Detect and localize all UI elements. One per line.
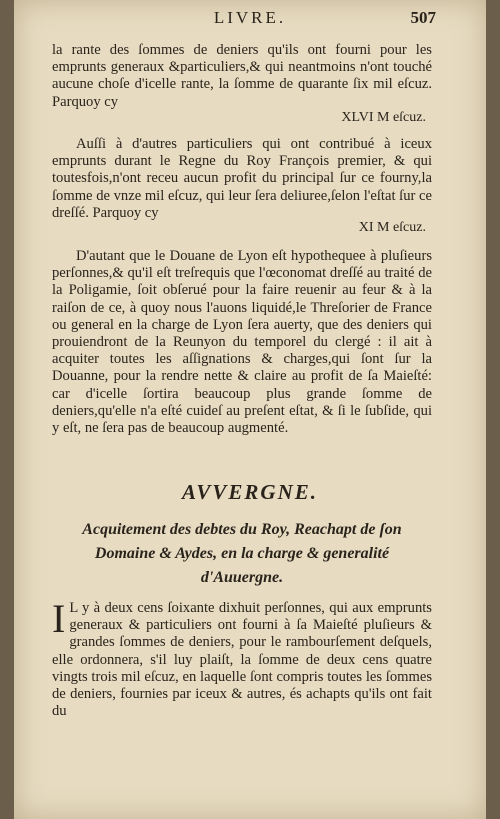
page-number: 507 bbox=[410, 8, 436, 27]
paragraph-3: D'autant que le Douane de Lyon eſt hypothequee à pluſieurs perſonnes,& qu'il eſt treſrequis que l'œconomat dreſſé au traité de la Poligamie, ſoit obſerué pour la faire reuenir au feur & à la raiſon de ce, à quoy nous l'auons liquidé,le Threſorier de France ou general en la charge de Lyon ſera auerty, que des deniers qui prouiendront de la Reunyon du temporel du clergé : il ait à acquiter toutes les aſſignations & charges,qui ſont ſur la Douanne, pour la rendre nette & claire au profit de ſa Maieſté: car d'icelle ſortira beaucoup plus grande ſomme de deniers,qu'elle n'a eſté cuideſ au preſent eſtat, & ſi le ſubſide, qui y eſt, ne ſera pas de beaucoup augmenté. bbox=[52, 248, 432, 437]
paragraph-4-text: L y à deux cens ſoixante dixhuit perſonnes, qui aux emprunts generaux & particuliers ont fourni à ſa Maieſté pluſieurs & grandes ſommes de deniers, pour le rambourſement deſquels, elle ordonnera, s'il luy plaiſt, la ſomme de deux cens quatre vingts trois mil eſcuz, en laquelle ſont compris toutes les ſommes de deniers, fournies par iceux & autres, és achapts qu'ils ont fait du bbox=[52, 600, 432, 720]
page-header bbox=[14, 8, 486, 34]
book-page bbox=[14, 0, 486, 819]
running-title: LIVRE. bbox=[213, 8, 287, 27]
dropcap: I bbox=[52, 596, 66, 641]
paragraph-4 bbox=[52, 596, 432, 720]
section-subheading: Acquitement des debtes du Roy, Reachapt de ſon Domaine & Aydes, en la charge & generalité d'Auuergne. bbox=[82, 521, 402, 586]
paragraph-1: la rante des ſommes de deniers qu'ils ont fourni pour les emprunts generaux &particuliers,& qui neantmoins n'ont touché aucune choſe d'icelle rante, la ſomme de quarante ſix mil eſcuz. Parquoy cy bbox=[52, 42, 432, 110]
paragraph-2: Auſſi à d'autres particuliers qui ont contribué à iceux emprunts durant le Regne du Roy François premier, & qui toutesfois,n'ont receu aucun profit du principal ſur ce fourny,la ſomme de vnze mil eſcuz, qui leur ſera deliuree,ſelon l'eſtat ſur ce dreſſé. Parquoy cy bbox=[52, 136, 432, 221]
amount-2: XI M eſcuz. bbox=[358, 220, 426, 235]
amount-1: XLVI M eſcuz. bbox=[341, 110, 426, 125]
section-heading: AVVERGNE. bbox=[181, 480, 319, 504]
